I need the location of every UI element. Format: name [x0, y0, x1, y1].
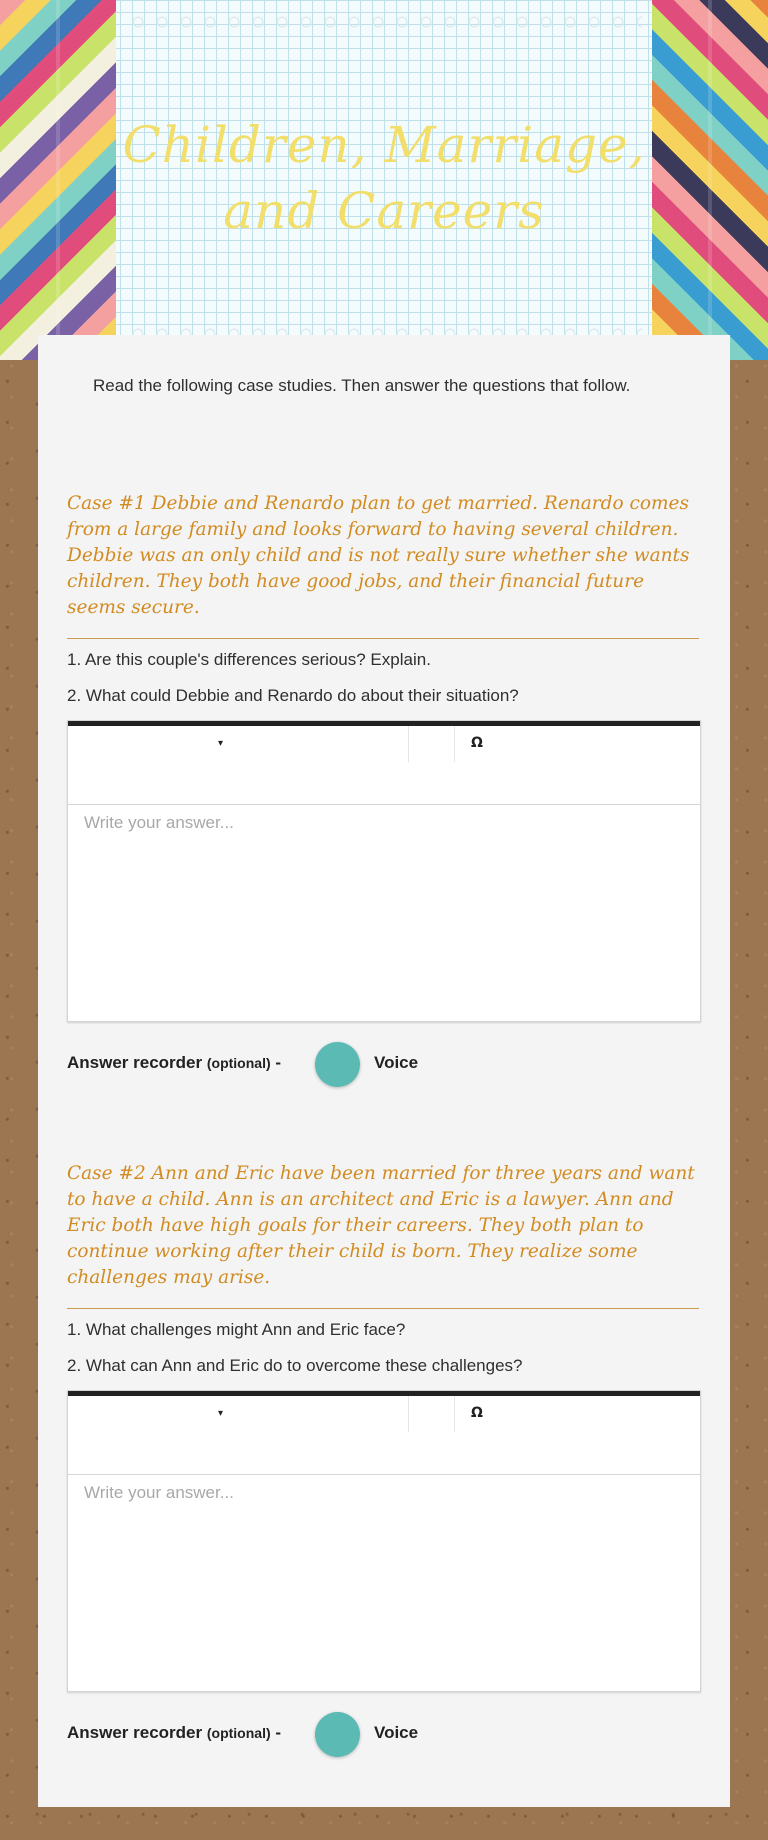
recorder-label: Answer recorder (optional) -	[67, 1723, 282, 1742]
notebook-holes-top	[126, 15, 642, 29]
answer-textarea-placeholder[interactable]: Write your answer...	[84, 1483, 234, 1502]
toolbar-separator	[454, 726, 455, 762]
case-1-question-2: 2. What could Debbie and Renardo do about their situation?	[67, 686, 519, 705]
case-2-answer-recorder	[67, 1712, 567, 1758]
voice-label: Voice	[374, 1723, 419, 1742]
case-2-question-1: 1. What challenges might Ann and Eric face?	[67, 1320, 406, 1339]
format-dropdown-icon[interactable]: ▾	[218, 738, 224, 749]
chevron-pattern-left	[0, 0, 116, 360]
case-1-question-1: 1. Are this couple's differences serious? Explain.	[67, 650, 431, 669]
worksheet-title: Children, Marriage, and Careers	[122, 116, 646, 240]
toolbar-separator	[454, 1396, 455, 1432]
instructions-text: Read the following case studies. Then answer the questions that follow.	[93, 376, 631, 395]
divider	[67, 1308, 699, 1309]
voice-label: Voice	[374, 1053, 419, 1072]
recorder-optional-note: (optional)	[206, 1725, 271, 1741]
case-2-answer-editor[interactable]	[67, 1390, 701, 1692]
toolbar-separator	[408, 1396, 409, 1432]
case-2-question-2: 2. What can Ann and Eric do to overcome these challenges?	[67, 1356, 523, 1375]
case-1-answer-editor[interactable]	[67, 720, 701, 1022]
divider	[67, 638, 699, 639]
toolbar-separator	[408, 726, 409, 762]
case-1-answer-recorder	[67, 1042, 567, 1088]
editor-toolbar	[68, 721, 700, 805]
worksheet-card	[38, 335, 730, 1807]
case-1-text: Case #1 Debbie and Renardo plan to get married. Renardo comes from a large family and looks forward to having several children. Debbie was an only child and is not really sure whether she wants children. They both have good jobs, and their financial future seems secure.	[67, 493, 690, 618]
worksheet-header	[0, 0, 768, 360]
recorder-label: Answer recorder (optional) -	[67, 1053, 282, 1072]
editor-toolbar	[68, 1391, 700, 1475]
chevron-pattern-right	[652, 0, 768, 360]
format-dropdown-icon[interactable]: ▾	[218, 1408, 224, 1419]
answer-textarea-placeholder[interactable]: Write your answer...	[84, 813, 234, 832]
record-button[interactable]	[315, 1712, 360, 1757]
special-character-icon[interactable]: Ω	[471, 1405, 483, 1421]
case-2-text: Case #2 Ann and Eric have been married for three years and want to have a child. Ann is an architect and Eric is a lawyer. Ann and Eric both have high goals for their careers. They both plan to continue working after their child is born. They realize some challenges may arise.	[67, 1163, 695, 1288]
record-button[interactable]	[315, 1042, 360, 1087]
special-character-icon[interactable]: Ω	[471, 735, 483, 751]
recorder-optional-note: (optional)	[206, 1055, 271, 1071]
